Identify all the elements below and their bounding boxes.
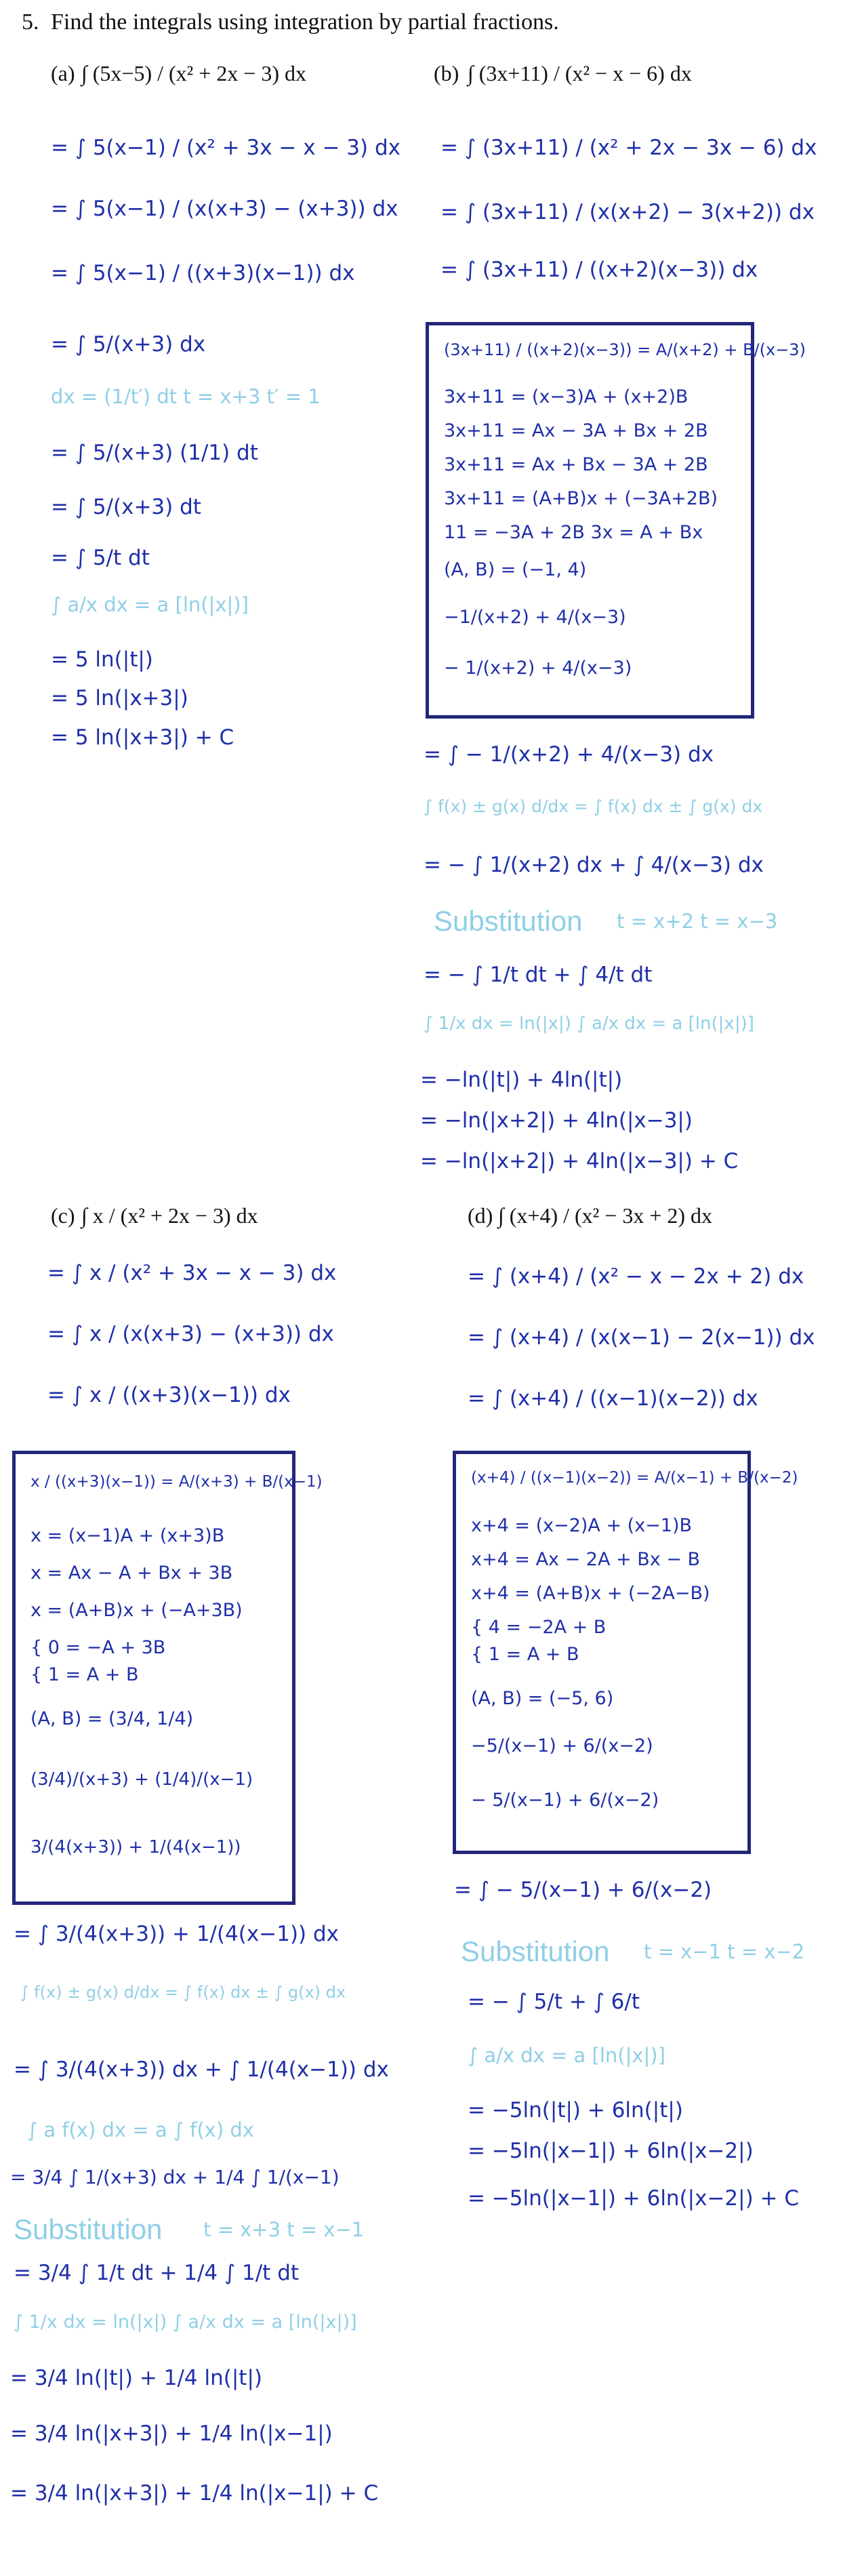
part-c-box-line: x = (x−1)A + (x+3)B [30,1525,225,1546]
part-b-box-line: (A, B) = (−1, 4) [444,559,587,580]
part-c-step: = 3/4 ln(|t|) + 1/4 ln(|t|) [10,2366,262,2390]
part-c-rule: ∫ f(x) ± g(x) d/dx = ∫ f(x) dx ± ∫ g(x) dx [20,1983,346,2002]
part-c-box-line: x / ((x+3)(x−1)) = A/(x+3) + B/(x−1) [30,1473,323,1491]
part-b-box-line: 3x+11 = (x−3)A + (x+2)B [444,386,689,407]
part-c-rule: ∫ a f(x) dx = a ∫ f(x) dx [27,2118,254,2141]
part-d-box-line: (A, B) = (−5, 6) [471,1688,614,1709]
part-a-step: = ∫ 5(x−1) / ((x+3)(x−1)) dx [51,261,355,285]
part-a-step: = ∫ 5/(x+3) dx [51,332,206,357]
part-d-step: = −5ln(|x−1|) + 6ln(|x−2|) [468,2139,754,2163]
part-b-step: = ∫ − 1/(x+2) + 4/(x−3) dx [424,742,714,767]
part-d-step: = −5ln(|t|) + 6ln(|t|) [468,2098,683,2122]
part-b-box-line: 3x+11 = (A+B)x + (−3A+2B) [444,488,718,509]
part-b-step: = ∫ (3x+11) / (x² + 2x − 3x − 6) dx [440,136,817,160]
part-a-step: = ∫ 5(x−1) / (x² + 3x − x − 3) dx [51,136,401,160]
part-c-box-line: (3/4)/(x+3) + (1/4)/(x−1) [30,1769,253,1790]
part-d-step: = − ∫ 5/t + ∫ 6/t [468,1990,640,2014]
part-d-box-line: { 4 = −2A + B [471,1617,607,1638]
part-c-box-line: { 0 = −A + 3B [30,1637,166,1658]
part-a-label: (a) [51,61,75,85]
part-b-integral: ∫ (3x+11) / (x² − x − 6) dx [468,61,692,85]
part-b-rule: ∫ f(x) ± g(x) d/dx = ∫ f(x) dx ± ∫ g(x) dx [424,797,763,816]
part-c-step: = ∫ 3/(4(x+3)) dx + ∫ 1/(4(x−1)) dx [14,2057,389,2082]
part-d-substitution-title: Substitution [461,1935,610,1967]
part-b-step: = ∫ (3x+11) / (x(x+2) − 3(x+2)) dx [440,200,815,224]
part-a-step: = ∫ 5/t dt [51,546,150,570]
problem-number: 5. [22,9,39,35]
part-b-partial-fraction-box [426,322,806,719]
part-d-step: = ∫ (x+4) / (x² − x − 2x + 2) dx [468,1264,804,1289]
part-c-substitution-vars: t = x+3 t = x−1 [203,2218,365,2241]
part-d-step: = ∫ (x+4) / ((x−1)(x−2)) dx [468,1386,758,1411]
part-b-substitution-vars: t = x+2 t = x−3 [617,910,778,933]
part-d-box-line: { 1 = A + B [471,1644,579,1665]
part-d-answer: = −5ln(|x−1|) + 6ln(|x−2|) + C [468,2186,800,2211]
part-c-box-line: { 1 = A + B [30,1664,139,1685]
part-d-rule: ∫ a/x dx = a [ln(|x|)] [468,2044,665,2067]
part-d-label: (d) [468,1203,493,1228]
part-a-answer: = 5 ln(|x+3|) + C [51,725,234,750]
part-a-step: = ∫ 5/(x+3) dt [51,495,201,519]
part-d-box-line: x+4 = (x−2)A + (x−1)B [471,1515,693,1536]
part-d-box-line: x+4 = (A+B)x + (−2A−B) [471,1583,710,1604]
part-d-step: = ∫ − 5/(x−1) + 6/(x−2) [454,1878,712,1902]
part-b-box-line: − 1/(x+2) + 4/(x−3) [444,658,632,679]
part-d-box-line: −5/(x−1) + 6/(x−2) [471,1735,653,1756]
part-d-partial-fraction-box [453,1451,798,1854]
part-c-rule: ∫ 1/x dx = ln(|x|) ∫ a/x dx = a [ln(|x|)] [14,2312,357,2333]
part-c-integral: ∫ x / (x² + 2x − 3) dx [81,1203,258,1228]
part-c-box-line: x = (A+B)x + (−A+3B) [30,1600,243,1621]
problem-instruction: Find the integrals using integration by partial fractions. [51,9,559,35]
part-c-step: = 3/4 ∫ 1/t dt + 1/4 ∫ 1/t dt [14,2261,300,2285]
part-d-step: = ∫ (x+4) / (x(x−1) − 2(x−1)) dx [468,1325,815,1350]
part-c-box-line: 3/(4(x+3)) + 1/(4(x−1)) [30,1837,241,1857]
part-c-partial-fraction-box [12,1451,323,1905]
part-b-step: = − ∫ 1/(x+2) dx + ∫ 4/(x−3) dx [424,853,764,877]
part-a-note: dx = (1/t′) dt t = x+3 t′ = 1 [51,385,321,408]
part-b-box-line: (3x+11) / ((x+2)(x−3)) = A/(x+2) + B/(x−3) [444,340,806,359]
part-c-answer: = 3/4 ln(|x+3|) + 1/4 ln(|x−1|) + C [10,2481,379,2505]
part-a-step: = 5 ln(|t|) [51,647,153,672]
part-b-step: = ∫ (3x+11) / ((x+2)(x−3)) dx [440,258,758,282]
part-b-box-line: 11 = −3A + 2B 3x = A + Bx [444,522,703,543]
part-d-box-line: (x+4) / ((x−1)(x−2)) = A/(x−1) + B/(x−2) [471,1469,798,1487]
part-c-step: = ∫ 3/(4(x+3)) + 1/(4(x−1)) dx [14,1922,340,1946]
part-c-step: = 3/4 ln(|x+3|) + 1/4 ln(|x−1|) [10,2421,333,2446]
part-b-box-line: 3x+11 = Ax + Bx − 3A + 2B [444,454,708,475]
part-a-step: = ∫ 5/(x+3) (1/1) dt [51,441,258,465]
part-b-step: = −ln(|t|) + 4ln(|t|) [420,1068,623,1092]
part-b-box-line: −1/(x+2) + 4/(x−3) [444,607,626,628]
part-c-label: (c) [51,1203,75,1228]
part-c-step: = 3/4 ∫ 1/(x+3) dx + 1/4 ∫ 1/(x−1) [10,2166,340,2188]
part-a-rule: ∫ a/x dx = a [ln(|x|)] [51,593,249,616]
part-c-substitution-title: Substitution [14,2213,163,2245]
part-d-box-line: x+4 = Ax − 2A + Bx − B [471,1549,701,1570]
part-b-substitution-title: Substitution [434,905,583,937]
part-d-integral: ∫ (x+4) / (x² − 3x + 2) dx [498,1203,713,1228]
part-c-step: = ∫ x / (x² + 3x − x − 3) dx [47,1261,337,1285]
part-c-step: = ∫ x / (x(x+3) − (x+3)) dx [47,1322,334,1346]
part-b-rule: ∫ 1/x dx = ln(|x|) ∫ a/x dx = a [ln(|x|)] [424,1013,754,1034]
part-b-label: (b) [434,61,459,85]
part-c-box-line: x = Ax − A + Bx + 3B [30,1563,233,1584]
part-b-answer: = −ln(|x+2|) + 4ln(|x−3|) + C [420,1149,739,1173]
part-c-box-line: (A, B) = (3/4, 1/4) [30,1708,194,1729]
part-b-step: = −ln(|x+2|) + 4ln(|x−3|) [420,1108,693,1133]
part-b-box-line: 3x+11 = Ax − 3A + Bx + 2B [444,420,708,441]
part-a-step: = ∫ 5(x−1) / (x(x+3) − (x+3)) dx [51,197,398,221]
part-c-step: = ∫ x / ((x+3)(x−1)) dx [47,1383,291,1407]
part-d-box-line: − 5/(x−1) + 6/(x−2) [471,1790,659,1811]
part-a-integral: ∫ (5x−5) / (x² + 2x − 3) dx [81,61,307,85]
part-a-step: = 5 ln(|x+3|) [51,686,188,710]
part-d-substitution-vars: t = x−1 t = x−2 [644,1940,805,1963]
part-b-step: = − ∫ 1/t dt + ∫ 4/t dt [424,963,653,987]
